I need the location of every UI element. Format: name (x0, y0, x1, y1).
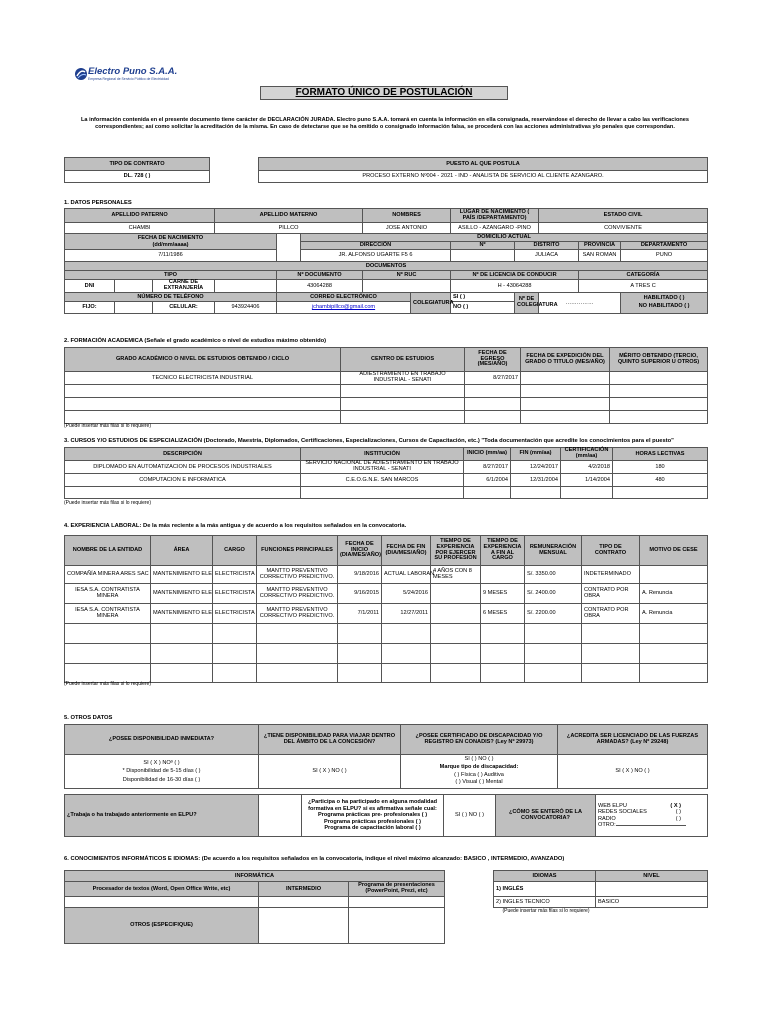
header-merit: MÉRITO OBTENIDO (TERCIO, QUINTO SUPERIOR U OTROS) (610, 348, 708, 372)
question-armed-forces: ¿ACREDITA SER LICENCIADO DE LAS FUERZAS ARMADAS? (Ley Nº 29248) (558, 725, 708, 755)
registration-no[interactable]: NO ( ) (451, 301, 515, 313)
header-district: DISTRITO (515, 242, 579, 250)
header-hours: HORAS LECTIVAS (613, 448, 708, 461)
question-worked-elpu: ¿Trabaja o ha trabajado anteriormente en ELPU? (65, 795, 259, 837)
registration-yes[interactable]: SI ( ) (451, 292, 515, 301)
merit[interactable] (610, 372, 708, 385)
department[interactable]: PUNO (621, 250, 708, 262)
table-row (65, 372, 708, 385)
contract-type-value[interactable]: DL. 728 ( ) (65, 171, 210, 183)
mobile-value[interactable]: 943924406 (215, 301, 277, 313)
header-number: Nº (451, 242, 515, 250)
source-social[interactable]: ( ) (675, 809, 681, 816)
language-technical-english: 2) INGLES TECNICO (494, 897, 596, 908)
landline-value[interactable] (115, 301, 153, 313)
course-institution[interactable]: C.E.O.G.N.E. SAN MARCOS (301, 474, 464, 487)
answer-source: WEB ELPU ( X ) REDES SOCIALES ( ) RADIO ( ) OTRO: (596, 795, 708, 837)
header-contract-kind: TIPO DE CONTRATO (582, 536, 640, 566)
section-5-title: 5. OTROS DATOS (64, 715, 113, 721)
header-current-address: DOMICILIO ACTUAL (301, 234, 708, 242)
paternal-surname[interactable]: CHAMBI (65, 223, 215, 234)
maternal-surname[interactable]: PILLCO (215, 223, 363, 234)
section-3-title: 3. CURSOS Y/O ESTUDIOS DE ESPECIALIZACIÓN (Doctorado, Maestría, Diplomados, Certificaciones, Especializaciones, Cursos de Capacitación, etc.) "Toda documentación que acredite los conocimientos para el puesto" (64, 438, 674, 444)
header-institution: INSTITUCIÓN (301, 448, 464, 461)
end-date[interactable]: ACTUAL LABORAN (382, 566, 431, 584)
table-row (65, 604, 708, 624)
header-description: DESCRIPCIÓN (65, 448, 301, 461)
salary[interactable]: S/. 2400.00 (525, 584, 582, 604)
header-category: CATEGORÍA (579, 271, 708, 280)
header-address: DIRECCIÓN (301, 242, 451, 250)
table-row (65, 384, 708, 397)
header-birthplace: LUGAR DE NACIMIENTO ( PAÍS /DEPARTAMENTO) (451, 209, 539, 223)
word-processor-label: Procesador de textos (Word, Open Office Write, etc) (65, 882, 259, 897)
area[interactable]: MANTENIMIENTO ELE (151, 604, 213, 624)
foreign-card-check[interactable] (215, 280, 277, 293)
table-row (65, 474, 708, 487)
header-email: CORREO ELECTRÓNICO (277, 292, 411, 301)
personal-data-table (64, 208, 708, 314)
header-civil-status: ESTADO CIVIL (539, 209, 708, 223)
answer-disability[interactable]: SI ( ) NO ( ) Marque tipo de discapacidad: ( ) Física ( ) Auditiva ( ) Visual ( ) Mental (401, 755, 558, 789)
header-doc-number: Nº DOCUMENTO (277, 271, 363, 280)
header-language-level: NIVEL (596, 871, 708, 882)
question-source: ¿CÓMO SE ENTERÓ DE LA CONVOCATORIA? (496, 795, 596, 837)
job-title[interactable]: ELECTRICISTA (213, 604, 257, 624)
mobile-label: CELULAR: (153, 301, 215, 313)
question-availability: ¿POSEE DISPONIBILIDAD INMEDIATA? (65, 725, 259, 755)
contract-kind[interactable]: CONTRATO POR OBRA (582, 604, 640, 624)
license-number[interactable]: H - 43064288 (451, 280, 579, 293)
header-paternal-surname: APELLIDO PATERNO (65, 209, 215, 223)
start-date[interactable]: 9/18/2016 (338, 566, 382, 584)
header-doc-type: TIPO (65, 271, 277, 280)
header-degree: GRADO ACADÉMICO O NIVEL DE ESTUDIOS OBTENIDO / CICLO (65, 348, 341, 372)
form-title: FORMATO ÚNICO DE POSTULACIÓN (260, 86, 508, 100)
header-end: FIN (mm/aa) (511, 448, 561, 461)
header-province: PROVINCIA (579, 242, 621, 250)
answer-training[interactable]: SI ( ) NO ( ) (444, 795, 496, 837)
company-logo (74, 66, 184, 88)
academic-table (64, 347, 708, 424)
course-start[interactable]: 8/27/2017 (464, 461, 511, 474)
salary[interactable]: S/. 2200.00 (525, 604, 582, 624)
foreign-card-label: CARNE DE EXTRANJERÍA (153, 280, 215, 293)
course-start[interactable]: 6/1/2004 (464, 474, 511, 487)
source-radio[interactable]: ( ) (675, 815, 681, 822)
course-certification[interactable]: 1/14/2004 (561, 474, 613, 487)
question-disability: ¿POSEE CERTIFICADO DE DISCAPACIDAD Y/O REGISTRO EN CONADIS? (Ley Nº 29973) (401, 725, 558, 755)
computer-skills-table (64, 870, 445, 944)
header-languages: IDIOMAS (494, 871, 596, 882)
position-time[interactable]: 6 MESES (481, 604, 525, 624)
school[interactable]: ADIESTRAMIENTO EN TRABAJO INDUSTRIAL - SENATI (341, 372, 465, 385)
header-position: PUESTO AL QUE POSTULA (259, 158, 708, 171)
answer-worked-elpu[interactable] (259, 795, 302, 837)
other-data-table (64, 724, 708, 789)
other-skills-label: OTROS (ESPECIFIQUE) (65, 908, 259, 944)
district[interactable]: JULIACA (515, 250, 579, 262)
header-salary: REMUNERACIÓN MENSUAL (525, 536, 582, 566)
presentations-label: Programa de presentaciones (PowerPoint, Prezi, etc) (349, 882, 445, 897)
answer-travel[interactable]: SI ( X ) NO ( ) (259, 755, 401, 789)
course-end[interactable]: 12/31/2004 (511, 474, 561, 487)
registration-number[interactable]: …………… (539, 292, 621, 313)
course-certification[interactable]: 4/2/2018 (561, 461, 613, 474)
english-level[interactable] (596, 882, 708, 897)
answer-availability[interactable]: SI ( X ) NOº ( ) * Disponibilidad de 5-15 días ( ) Disponibilidad de 16-30 días ( ) (65, 755, 259, 789)
experience-table (64, 535, 708, 683)
answer-armed-forces[interactable]: SI ( X ) NO ( ) (558, 755, 708, 789)
logo-subtitle: Empresa Regional de Servicio Público de Electricidad (88, 77, 169, 81)
logo-name: Electro Puno S.A.A. (88, 66, 178, 77)
end-date[interactable]: 12/27/2011 (382, 604, 431, 624)
table-row (65, 624, 708, 644)
course-end[interactable]: 12/24/2017 (511, 461, 561, 474)
entity[interactable]: IESA S.A. CONTRATISTA MINERA (65, 604, 151, 624)
termination[interactable]: A. Renuncia (640, 604, 708, 624)
salary[interactable]: S/. 3350.00 (525, 566, 582, 584)
word-processor-level[interactable]: INTERMEDIO (259, 882, 349, 897)
license-category[interactable]: A TRES C (579, 280, 708, 293)
other-data-table-2 (64, 794, 708, 837)
contract-type-table (64, 157, 210, 183)
first-names[interactable]: JOSE ANTONIO (363, 223, 451, 234)
address[interactable]: JR. ALFONSO UGARTE F5 6 (301, 250, 451, 262)
section-2-note: (Puede insertar más filas si lo requiere) (64, 423, 151, 429)
logo-emblem-icon (74, 67, 88, 81)
header-termination: MOTIVO DE CESE (640, 536, 708, 566)
source-web[interactable]: ( X ) (670, 802, 681, 809)
entity[interactable]: IESA S.A. CONTRATISTA MINERA (65, 584, 151, 604)
functions[interactable]: MANTTO PREVENTIVO CORRECTIVO PREDICTIVO. (257, 584, 338, 604)
position-table (258, 157, 708, 183)
landline-label: FIJO: (65, 301, 115, 313)
position-value[interactable]: PROCESO EXTERNO Nº004 - 2021 - IND - ANALISTA DE SERVICIO AL CLIENTE AZANGARO. (259, 171, 708, 183)
professional-time[interactable]: 4 AÑOS CON 8 MESES (431, 566, 481, 584)
dni-label: DNI (65, 280, 115, 293)
table-row (65, 461, 708, 474)
birthplace[interactable]: ASILLO - AZANGARO -PINO (451, 223, 539, 234)
header-professional-time: TIEMPO DE EXPERIENCIA POR EJERCER SU PROFESION (431, 536, 481, 566)
job-title[interactable]: ELECTRICISTA (213, 584, 257, 604)
table-row (65, 410, 708, 423)
email-value[interactable] (277, 301, 411, 313)
courses-table (64, 447, 708, 499)
functions[interactable]: MANTTO PREVENTIVO CORRECTIVO PREDICTIVO. (257, 604, 338, 624)
other-skills-value[interactable] (259, 908, 349, 944)
table-row (65, 487, 708, 499)
table-row (65, 584, 708, 604)
header-ruc: Nº RUC (363, 271, 451, 280)
job-title[interactable]: ELECTRICISTA (213, 566, 257, 584)
question-travel: ¿TIENE DISPONIBILIDAD PARA VIAJAR DENTRO DEL ÁMBITO DE LA CONCESIÓN? (259, 725, 401, 755)
termination[interactable]: A. Renuncia (640, 584, 708, 604)
header-degree-date: FECHA DE EXPEDICIÓN DEL GRADO O TITULO (MES/AÑO) (521, 348, 610, 372)
header-certification: CERTIFICACIÓN (mm/aa) (561, 448, 613, 461)
header-phone: NÚMERO DE TELÉFONO (65, 292, 277, 301)
course-hours[interactable]: 180 (613, 461, 708, 474)
languages-table (493, 870, 708, 908)
section-4-title: 4. EXPERIENCIA LABORAL: De la más reciente a la más antigua y de acuerdo a los requisitos señalados en la convocatoria. (64, 523, 407, 529)
section-1-title: 1. DATOS PERSONALES (64, 200, 132, 206)
language-english: 1) INGLÉS (494, 882, 596, 897)
course-institution[interactable]: SERVICIO NACIONAL DE ADIESTRAMIENTO EN TRABAJO INDUSTRIAL - SENATI (301, 461, 464, 474)
header-documents: DOCUMENTOS (65, 262, 708, 271)
email-link[interactable]: jchambipillco@gmail.com (311, 304, 376, 311)
header-functions: FUNCIONES PRINCIPALES (257, 536, 338, 566)
header-computer-skills: INFORMÁTICA (65, 871, 445, 882)
header-registration-number: Nº DE COLEGIATURA (515, 292, 539, 313)
table-row (65, 566, 708, 584)
header-area: ÁREA (151, 536, 213, 566)
header-start-date: FECHA DE INICIO (DIA/MES/AÑO) (338, 536, 382, 566)
professional-time[interactable] (431, 584, 481, 604)
header-graduation-date: FECHA DE EGRESO (MES/AÑO) (465, 348, 521, 372)
header-license: Nº DE LICENCIA DE CONDUCIR (451, 271, 579, 280)
header-contract-type: TIPO DE CONTRATO (65, 158, 210, 171)
professional-time[interactable] (431, 604, 481, 624)
area[interactable]: MANTENIMIENTO ELE (151, 566, 213, 584)
course-hours[interactable]: 480 (613, 474, 708, 487)
termination[interactable] (640, 566, 708, 584)
position-time[interactable]: 9 MESES (481, 584, 525, 604)
province[interactable]: SAN ROMAN (579, 250, 621, 262)
header-end-date: FECHA DE FIN (DIA/MES/AÑO) (382, 536, 431, 566)
address-number[interactable] (451, 250, 515, 262)
degree[interactable]: TECNICO ELECTRICISTA INDUSTRIAL (65, 372, 341, 385)
header-position-time: TIEMPO DE EXPERIENCIA A FIN AL CARGO (481, 536, 525, 566)
ruc-number[interactable] (363, 280, 451, 293)
section-4-note: (Puede insertar más filas si lo requiere) (64, 681, 151, 687)
section-3-note: (Puede insertar más filas si lo requiere) (64, 500, 151, 506)
section-6-title: 6. CONOCIMIENTOS INFORMÁTICOS E IDIOMAS: (De acuerdo a los requisitos señalados en la convocatoria, indique el nivel máximo alcanzado: BASICO , INTERMEDIO, AVANZADO) (64, 856, 565, 862)
course-description[interactable]: COMPUTACION E INFORMATICA (65, 474, 301, 487)
degree-date[interactable] (521, 372, 610, 385)
technical-english-level[interactable]: BASICO (596, 897, 708, 908)
header-school: CENTRO DE ESTUDIOS (341, 348, 465, 372)
graduation-date[interactable]: 8/27/2017 (465, 372, 521, 385)
header-registration: COLEGIATURA (411, 292, 451, 313)
header-department: DEPARTAMENTO (621, 242, 708, 250)
section-6-note: (Puede insertar más filas si lo requiere) (502, 908, 590, 914)
civil-status[interactable]: CONVIVIENTE (539, 223, 708, 234)
start-date[interactable]: 9/16/2015 (338, 584, 382, 604)
table-row (65, 664, 708, 683)
position-time[interactable] (481, 566, 525, 584)
doc-number[interactable]: 43064288 (277, 280, 363, 293)
header-maternal-surname: APELLIDO MATERNO (215, 209, 363, 223)
end-date[interactable]: 5/24/2016 (382, 584, 431, 604)
intro-text: La información contenida en el presente documento tiene carácter de DECLARACIÓN JURADA. Electro puno S.A.A. tomará en cuenta la información en ella consignada, reservándose el derecho de llevar a cabo las verificaciones correspondientes; así como solicitar la acreditación de la misma. En caso de detectarse que se ha omitido o consignado información falsa, se procederá con las acciones administrativas y/o penales que correspondan. (80, 117, 690, 131)
header-position: CARGO (213, 536, 257, 566)
question-training: ¿Participa o ha participado en alguna modalidad formativa en ELPU? si es afirmativa señale cual: Programa prácticas pre- profesionales ( ) Programa prácticas profesionales ( ) Programa de capacitación laboral ( ) (302, 795, 444, 837)
source-other[interactable] (616, 825, 686, 826)
contract-kind[interactable]: INDETERMINADO (582, 566, 640, 584)
section-2-title: 2. FORMACIÓN ACADEMICA (Señale el grado académico o nivel de estudios máximo obtenido) (64, 338, 327, 344)
start-date[interactable]: 7/1/2011 (338, 604, 382, 624)
header-birth-date: FECHA DE NACIMIENTO (dd/mm/aaaa) (65, 234, 277, 250)
header-first-names: NOMBRES (363, 209, 451, 223)
dni-check[interactable] (115, 280, 153, 293)
course-description[interactable]: DIPLOMADO EN AUTOMATIZACION DE PROCESOS INDUSTRIALES (65, 461, 301, 474)
table-row (65, 397, 708, 410)
functions[interactable]: MANTTO PREVENTIVO CORRECTIVO PREDICTIVO. (257, 566, 338, 584)
area[interactable]: MANTENIMIENTO ELE (151, 584, 213, 604)
header-start: INICIO (mm/aa) (464, 448, 511, 461)
header-entity: NOMBRE DE LA ENTIDAD (65, 536, 151, 566)
entity[interactable]: COMPAÑÍA MINERA ARES SAC (65, 566, 151, 584)
table-row (65, 644, 708, 664)
contract-kind[interactable]: CONTRATO POR OBRA (582, 584, 640, 604)
qualified-status: HABILITADO ( ) NO HABILITADO ( ) (621, 292, 708, 313)
birth-date[interactable]: 7/11/1986 (65, 250, 277, 262)
